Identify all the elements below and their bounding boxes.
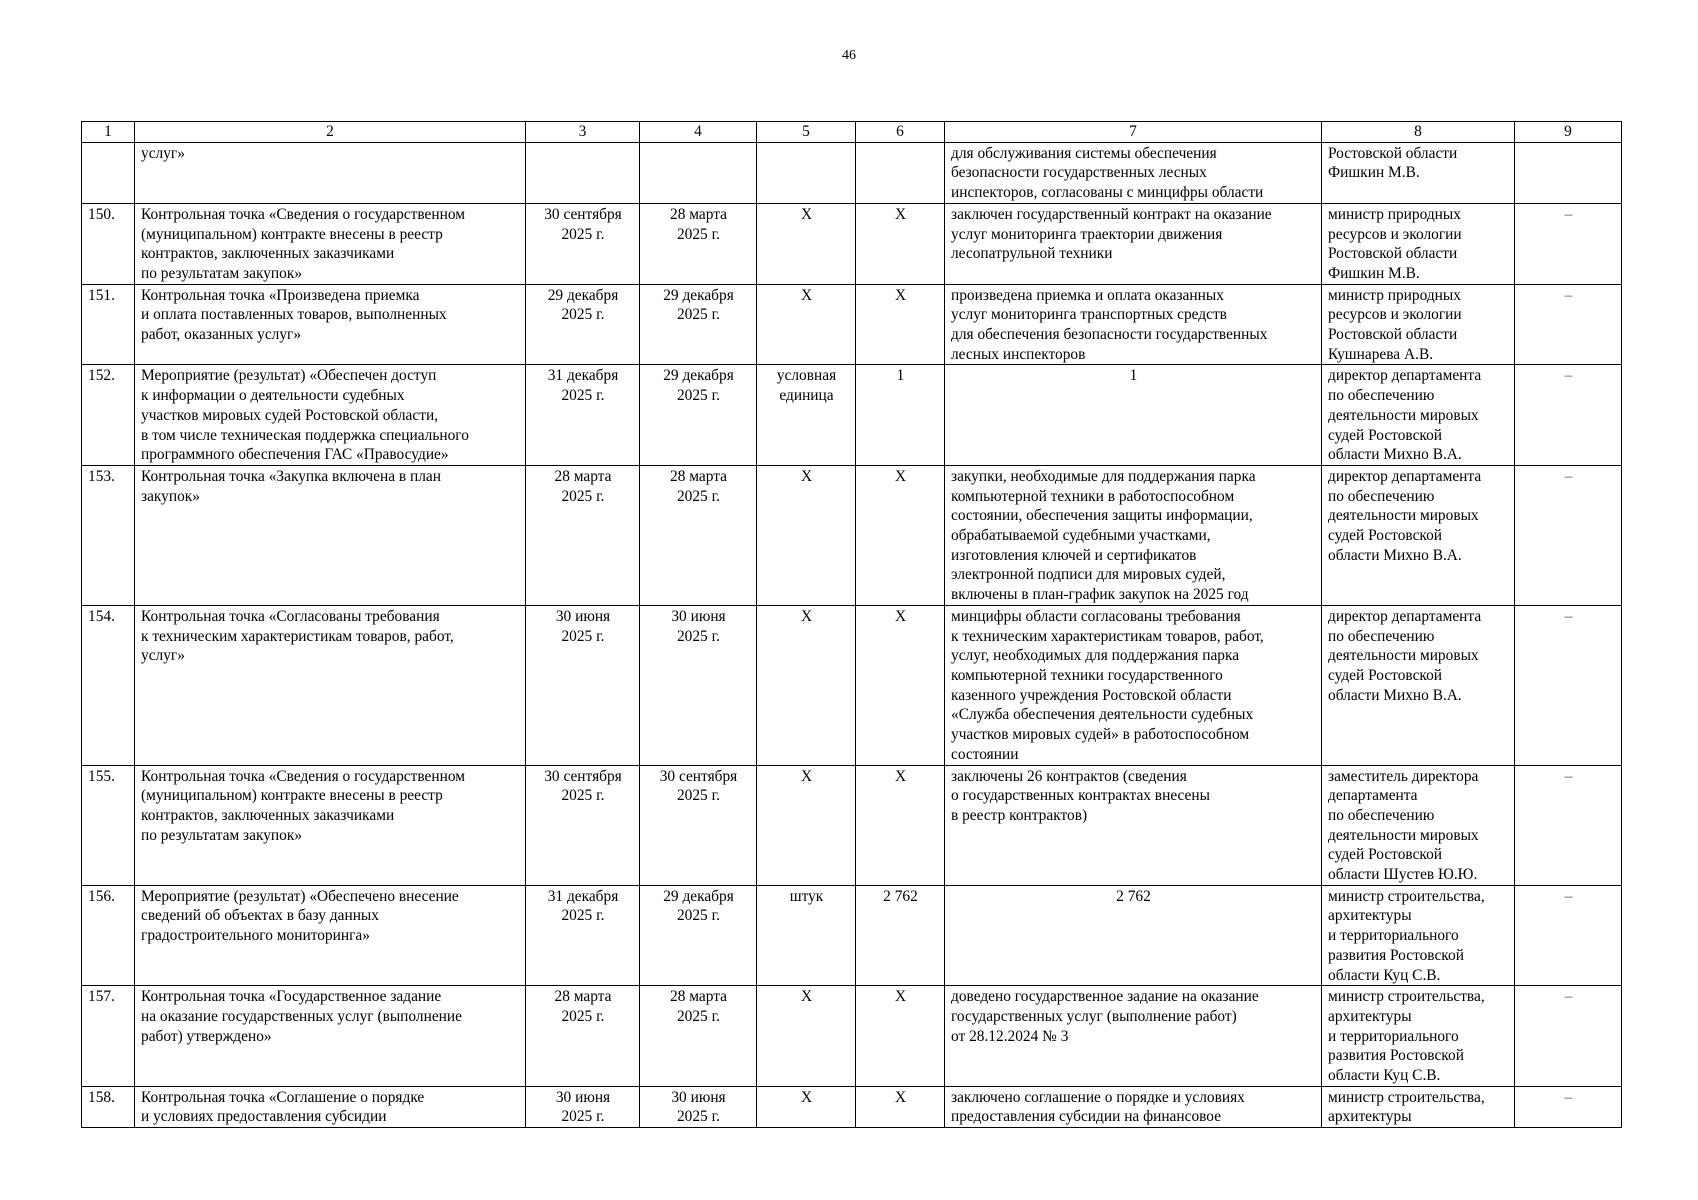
column-header: 2 <box>135 122 526 143</box>
responsible-person-cell: директор департамента по обеспечению деятельности мировых судей Ростовской области Михно В.А. <box>1322 465 1515 605</box>
note-cell: – <box>1515 885 1622 986</box>
unit-of-measure-cell: Х <box>757 605 856 765</box>
note-cell: – <box>1515 986 1622 1087</box>
planned-value-cell: 1 <box>856 365 945 466</box>
planned-value-cell: Х <box>856 765 945 885</box>
result-description-cell: 1 <box>945 365 1322 466</box>
row-number-cell: 153. <box>82 465 135 605</box>
actual-date-cell: 28 марта 2025 г. <box>640 465 757 605</box>
item-name-cell: Контрольная точка «Сведения о государственном (муниципальном) контракте внесены в реестр контрактов, заключенных заказчиками по результатам закупок» <box>135 765 526 885</box>
actual-date-cell: 28 марта 2025 г. <box>640 203 757 284</box>
actual-date-cell: 30 июня 2025 г. <box>640 1086 757 1127</box>
column-header: 6 <box>856 122 945 143</box>
unit-of-measure-cell: Х <box>757 1086 856 1127</box>
item-name-cell: Контрольная точка «Закупка включена в план закупок» <box>135 465 526 605</box>
planned-value-cell: 2 762 <box>856 885 945 986</box>
column-number-header-row <box>82 122 1622 143</box>
item-name-cell: Мероприятие (результат) «Обеспечен доступ к информации о деятельности судебных участков мировых судей Ростовской области, в том числе техническая поддержка специального программного обеспечения ГАС «Правосудие» <box>135 365 526 466</box>
unit-of-measure-cell <box>757 142 856 203</box>
planned-date-cell: 30 сентября 2025 г. <box>526 203 640 284</box>
item-name-cell: Контрольная точка «Соглашение о порядке и условиях предоставления субсидии <box>135 1086 526 1127</box>
row-number-cell: 155. <box>82 765 135 885</box>
table-row <box>82 885 1622 986</box>
note-cell: – <box>1515 365 1622 466</box>
result-description-cell: 2 762 <box>945 885 1322 986</box>
responsible-person-cell: заместитель директора департамента по обеспечению деятельности мировых судей Ростовской области Шустев Ю.Ю. <box>1322 765 1515 885</box>
table-row <box>82 203 1622 284</box>
planned-value-cell: Х <box>856 605 945 765</box>
planned-date-cell: 31 декабря 2025 г. <box>526 885 640 986</box>
unit-of-measure-cell: Х <box>757 284 856 365</box>
responsible-person-cell: Ростовской области Фишкин М.В. <box>1322 142 1515 203</box>
item-name-cell: Контрольная точка «Согласованы требования к техническим характеристикам товаров, работ, услуг» <box>135 605 526 765</box>
column-header: 5 <box>757 122 856 143</box>
planned-date-cell: 29 декабря 2025 г. <box>526 284 640 365</box>
row-number-cell <box>82 142 135 203</box>
note-cell: – <box>1515 465 1622 605</box>
responsible-person-cell: директор департамента по обеспечению деятельности мировых судей Ростовской области Михно В.А. <box>1322 365 1515 466</box>
row-number-cell: 157. <box>82 986 135 1087</box>
column-header: 8 <box>1322 122 1515 143</box>
result-description-cell: закупки, необходимые для поддержания парка компьютерной техники в работоспособном состоянии, обеспечения защиты информации, обрабатываемой судебными участками, изготовления ключей и сертификатов электронной подписи для мировых судей, включены в план-график закупок на 2025 год <box>945 465 1322 605</box>
page-number: 46 <box>842 48 856 63</box>
responsible-person-cell: министр строительства, архитектуры и территориального развития Ростовской области Куц С.В. <box>1322 885 1515 986</box>
item-name-cell: Контрольная точка «Государственное задание на оказание государственных услуг (выполнение работ) утверждено» <box>135 986 526 1087</box>
planned-value-cell: Х <box>856 465 945 605</box>
result-description-cell: для обслуживания системы обеспечения безопасности государственных лесных инспекторов, согласованы с минцифры области <box>945 142 1322 203</box>
responsible-person-cell: министр природных ресурсов и экологии Ростовской области Кушнарева А.В. <box>1322 284 1515 365</box>
table-row <box>82 365 1622 466</box>
result-description-cell: минцифры области согласованы требования к техническим характеристикам товаров, работ, услуг, необходимых для поддержания парка компьютерной техники государственного казенного учреждения Ростовской области «Служба обеспечения деятельности судебных участков мировых судей» в работоспособном состоянии <box>945 605 1322 765</box>
planned-value-cell: Х <box>856 284 945 365</box>
table-row <box>82 605 1622 765</box>
unit-of-measure-cell: условная единица <box>757 365 856 466</box>
planned-date-cell <box>526 142 640 203</box>
unit-of-measure-cell: Х <box>757 203 856 284</box>
item-name-cell: услуг» <box>135 142 526 203</box>
planned-value-cell: Х <box>856 203 945 284</box>
unit-of-measure-cell: Х <box>757 465 856 605</box>
row-number-cell: 154. <box>82 605 135 765</box>
note-cell: – <box>1515 203 1622 284</box>
row-number-cell: 158. <box>82 1086 135 1127</box>
result-description-cell: заключено соглашение о порядке и условиях предоставления субсидии на финансовое <box>945 1086 1322 1127</box>
table-row <box>82 1086 1622 1127</box>
column-header: 7 <box>945 122 1322 143</box>
note-cell <box>1515 142 1622 203</box>
column-header: 1 <box>82 122 135 143</box>
note-cell: – <box>1515 284 1622 365</box>
unit-of-measure-cell: Х <box>757 765 856 885</box>
note-cell: – <box>1515 605 1622 765</box>
column-header: 3 <box>526 122 640 143</box>
row-number-cell: 156. <box>82 885 135 986</box>
responsible-person-cell: министр строительства, архитектуры и территориального развития Ростовской области Куц С.В. <box>1322 986 1515 1087</box>
planned-value-cell: Х <box>856 986 945 1087</box>
planned-date-cell: 28 марта 2025 г. <box>526 465 640 605</box>
report-table <box>81 121 1622 1128</box>
item-name-cell: Контрольная точка «Сведения о государственном (муниципальном) контракте внесены в реестр контрактов, заключенных заказчиками по результатам закупок» <box>135 203 526 284</box>
actual-date-cell: 29 декабря 2025 г. <box>640 284 757 365</box>
result-description-cell: произведена приемка и оплата оказанных услуг мониторинга транспортных средств для обеспечения безопасности государственных лесных инспекторов <box>945 284 1322 365</box>
note-cell: – <box>1515 765 1622 885</box>
actual-date-cell: 29 декабря 2025 г. <box>640 885 757 986</box>
row-number-cell: 152. <box>82 365 135 466</box>
actual-date-cell: 30 сентября 2025 г. <box>640 765 757 885</box>
column-header: 9 <box>1515 122 1622 143</box>
unit-of-measure-cell: Х <box>757 986 856 1087</box>
actual-date-cell <box>640 142 757 203</box>
actual-date-cell: 28 марта 2025 г. <box>640 986 757 1087</box>
unit-of-measure-cell: штук <box>757 885 856 986</box>
planned-date-cell: 30 июня 2025 г. <box>526 1086 640 1127</box>
table-row <box>82 986 1622 1087</box>
table-row <box>82 142 1622 203</box>
result-description-cell: доведено государственное задание на оказание государственных услуг (выполнение работ) от 28.12.2024 № 3 <box>945 986 1322 1087</box>
column-header: 4 <box>640 122 757 143</box>
planned-value-cell <box>856 142 945 203</box>
planned-date-cell: 30 сентября 2025 г. <box>526 765 640 885</box>
responsible-person-cell: министр строительства, архитектуры <box>1322 1086 1515 1127</box>
table-row <box>82 465 1622 605</box>
row-number-cell: 150. <box>82 203 135 284</box>
item-name-cell: Контрольная точка «Произведена приемка и оплата поставленных товаров, выполненных работ, оказанных услуг» <box>135 284 526 365</box>
result-description-cell: заключены 26 контрактов (сведения о государственных контрактах внесены в реестр контрактов) <box>945 765 1322 885</box>
planned-date-cell: 30 июня 2025 г. <box>526 605 640 765</box>
responsible-person-cell: министр природных ресурсов и экологии Ростовской области Фишкин М.В. <box>1322 203 1515 284</box>
note-cell: – <box>1515 1086 1622 1127</box>
result-description-cell: заключен государственный контракт на оказание услуг мониторинга траектории движения лесопатрульной техники <box>945 203 1322 284</box>
row-number-cell: 151. <box>82 284 135 365</box>
planned-date-cell: 28 марта 2025 г. <box>526 986 640 1087</box>
actual-date-cell: 30 июня 2025 г. <box>640 605 757 765</box>
planned-date-cell: 31 декабря 2025 г. <box>526 365 640 466</box>
item-name-cell: Мероприятие (результат) «Обеспечено внесение сведений об объектах в базу данных градостроительного мониторинга» <box>135 885 526 986</box>
planned-value-cell: Х <box>856 1086 945 1127</box>
table-row <box>82 765 1622 885</box>
actual-date-cell: 29 декабря 2025 г. <box>640 365 757 466</box>
responsible-person-cell: директор департамента по обеспечению деятельности мировых судей Ростовской области Михно В.А. <box>1322 605 1515 765</box>
table-row <box>82 284 1622 365</box>
